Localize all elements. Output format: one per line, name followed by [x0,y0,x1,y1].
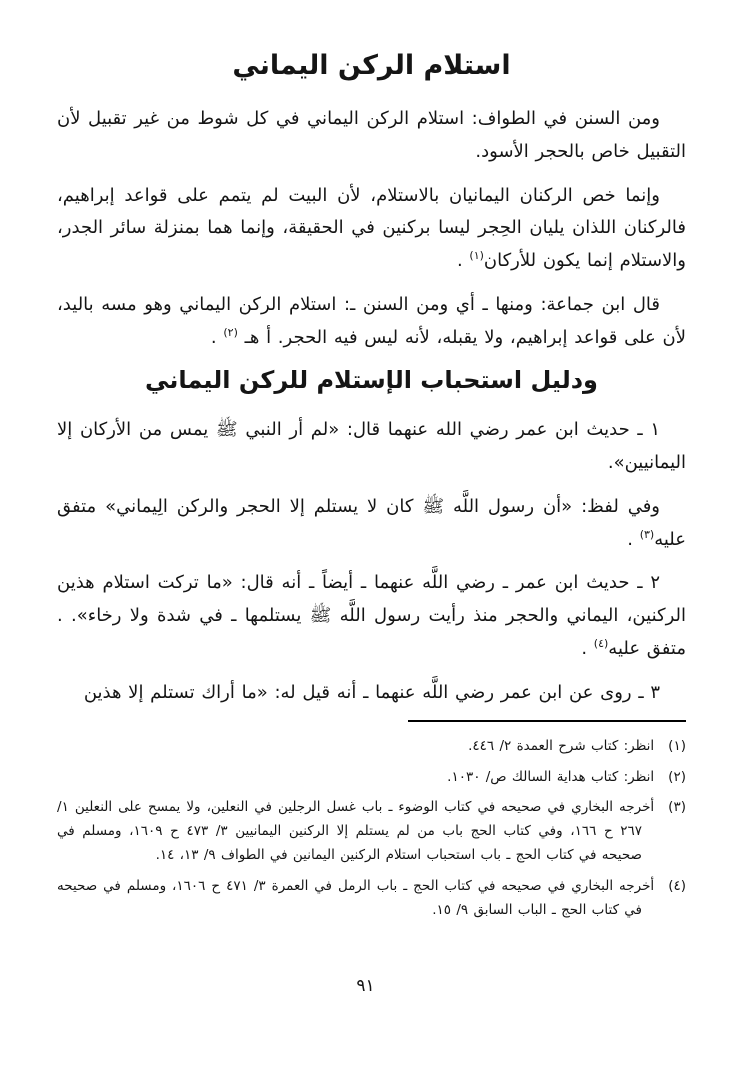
section-evidence [57,414,686,709]
footnote-separator [408,720,686,722]
footnotes [57,734,686,922]
paragraph [57,180,686,278]
footnote-text: انظر: كتاب شرح العمدة ٢/ ٤٤٦. [468,738,655,755]
footnote-ref: (٢) [223,325,238,339]
paragraph-text: ١ ـ حديث ابن عمر رضي الله عنهما قال: «لم أر النبي ﷺ يمس من الأركان إلا اليمانيين». [57,419,686,473]
footnote [57,795,686,868]
paragraph [57,289,686,355]
paragraph [57,103,686,169]
paragraph-text: . [581,637,594,659]
footnote-ref: (٤) [593,636,609,650]
paragraph-text: . [456,250,470,271]
section-intro [57,103,686,354]
paragraph-text: ٣ ـ روى عن ابن عمر رضي اللَّه عنهما ـ أنه قيل له: «ما أراك تستلم إلا هذين [83,681,660,703]
page-number: ٩١ [356,976,375,996]
paragraph-text: . [210,326,224,348]
footnote-text: انظر: كتاب هداية السالك ص/ ١٠٣٠. [447,768,655,785]
footnote-marker: (٤) [668,877,687,894]
footnote-text: أخرجه البخاري في صحيحه في كتاب الحج ـ باب الرمل في العمرة ٣/ ٤٧١ ح ١٦٠٦، ومسلم في صحيحه في كتاب الحج ـ الباب السابق ٩/ ١٥. [57,877,655,919]
footnote-marker: (٣) [668,798,686,815]
footnote [57,874,686,923]
paragraph [57,677,686,710]
footnote-marker: (٢) [668,768,686,785]
paragraph [57,567,686,665]
paragraph-text: . [627,528,640,550]
paragraph [57,491,686,557]
footnote-marker: (١) [668,738,686,755]
section-title: ودليل استحباب الإستلام للركن اليماني [145,366,598,395]
footnote [57,765,686,789]
footnote [57,734,686,758]
page-title: استلام الركن اليماني [232,50,511,81]
footnote-text: أخرجه البخاري في صحيحه في كتاب الوضوء ـ باب غسل الرجلين في النعلين، ولا يمسح على النعلين ١/ ٢٦٧ ح ١٦٦، وفي كتاب الحج باب من لم يستلم إلا الركنين اليمانيين ٣/ ٤٧٣ ح ١٦٠٩، ومسلم في صحيحه في كتاب الحج ـ باب استحباب استلام الركنين اليمانين في الطواف ٩/ ١٣، ١٤. [57,798,655,864]
paragraph [57,414,686,480]
paragraph-text: وفي لفظ: «أن رسول اللَّه ﷺ كان لا يستلم إلا الحجر والركن الِيماني» متفق عليه [57,495,686,550]
paragraph-text: ٢ ـ حديث ابن عمر ـ رضي اللَّه عنهما ـ أيضاً ـ أنه قال: «ما تركت استلام هذين الركنين، اليماني والحجر منذ رأيت رسول اللَّه ﷺ يستلمها ـ في شدة ولا رخاء». . متفق عليه [57,572,686,659]
paragraph-text: ومن السنن في الطواف: استلام الركن اليماني في كل شوط من غير تقبيل لأن التقبيل خاص بالحجر الأسود. [57,108,686,162]
footnote-ref: (١) [469,249,484,262]
paragraph-text: قال ابن جماعة: ومنها ـ أي ومن السنن ـ: استلام الركن اليماني وهو مسه باليد، لأن على قواعد إبراهيم، ولا يقبله، لأنه ليس فيه الحجر. أ هـ [57,293,686,348]
footnote-ref: (٣) [639,527,655,541]
paragraph-text: وإنما خص الركنان اليمانيان بالاستلام، لأن البيت لم يتمم على قواعد إبراهيم، فالركنان اللذان يليان الحِجر ليسا بركنين في الحقيقة، وإنما هما بمنزلة سائر الجدر، والاستلام إنما يكون للأركان [57,184,686,271]
